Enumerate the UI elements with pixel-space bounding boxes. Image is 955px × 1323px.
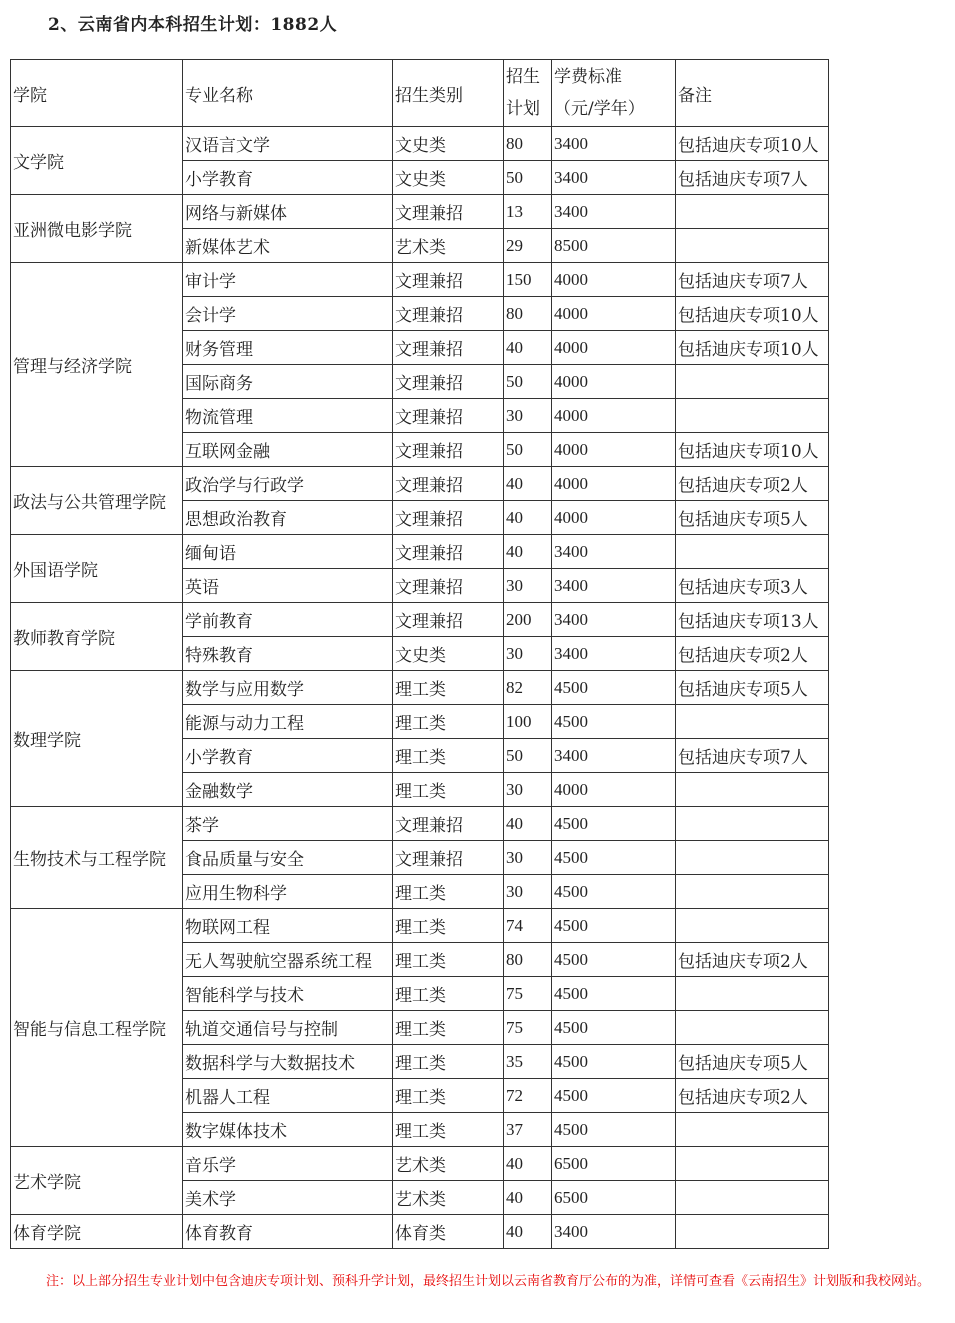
plan-cell: 200 <box>504 603 552 637</box>
category-cell: 理工类 <box>393 671 504 705</box>
major-cell: 数据科学与大数据技术 <box>183 1045 393 1079</box>
plan-cell: 50 <box>504 433 552 467</box>
plan-cell: 40 <box>504 467 552 501</box>
remark-cell: 包括迪庆专项5人 <box>676 501 829 535</box>
category-cell: 文理兼招 <box>393 535 504 569</box>
category-cell: 文理兼招 <box>393 841 504 875</box>
table-body <box>11 60 829 1249</box>
header-college: 学院 <box>11 60 183 127</box>
plan-cell: 72 <box>504 1079 552 1113</box>
plan-cell: 80 <box>504 943 552 977</box>
category-cell: 理工类 <box>393 943 504 977</box>
remark-cell <box>676 1011 829 1045</box>
fee-cell: 4500 <box>552 1045 676 1079</box>
category-cell: 文理兼招 <box>393 297 504 331</box>
major-cell: 无人驾驶航空器系统工程 <box>183 943 393 977</box>
major-cell: 体育教育 <box>183 1215 393 1249</box>
fee-cell: 4500 <box>552 1113 676 1147</box>
fee-cell: 4500 <box>552 875 676 909</box>
category-cell: 理工类 <box>393 1079 504 1113</box>
table-row <box>11 1147 829 1181</box>
major-cell: 轨道交通信号与控制 <box>183 1011 393 1045</box>
major-cell: 国际商务 <box>183 365 393 399</box>
remark-cell <box>676 807 829 841</box>
category-cell: 理工类 <box>393 977 504 1011</box>
table-row <box>11 671 829 705</box>
major-cell: 数字媒体技术 <box>183 1113 393 1147</box>
college-cell: 智能与信息工程学院 <box>11 909 183 1147</box>
fee-cell: 3400 <box>552 739 676 773</box>
category-cell: 艺术类 <box>393 229 504 263</box>
fee-cell: 3400 <box>552 195 676 229</box>
plan-cell: 29 <box>504 229 552 263</box>
header-fee <box>552 60 676 127</box>
plan-cell: 40 <box>504 1147 552 1181</box>
major-cell: 茶学 <box>183 807 393 841</box>
fee-cell: 4500 <box>552 909 676 943</box>
fee-cell: 4500 <box>552 705 676 739</box>
plan-cell: 30 <box>504 637 552 671</box>
fee-cell: 3400 <box>552 603 676 637</box>
major-cell: 学前教育 <box>183 603 393 637</box>
major-cell: 网络与新媒体 <box>183 195 393 229</box>
plan-cell: 40 <box>504 1181 552 1215</box>
plan-cell: 35 <box>504 1045 552 1079</box>
category-cell: 理工类 <box>393 1011 504 1045</box>
plan-cell: 40 <box>504 535 552 569</box>
category-cell: 理工类 <box>393 739 504 773</box>
category-cell: 文理兼招 <box>393 433 504 467</box>
fee-cell: 3400 <box>552 569 676 603</box>
plan-cell: 74 <box>504 909 552 943</box>
table-row <box>11 535 829 569</box>
plan-cell: 80 <box>504 297 552 331</box>
category-cell: 文理兼招 <box>393 569 504 603</box>
page-title: 2、云南省内本科招生计划：1882人 <box>48 15 338 35</box>
fee-cell: 3400 <box>552 637 676 671</box>
college-cell: 艺术学院 <box>11 1147 183 1215</box>
table-row <box>11 467 829 501</box>
major-cell: 小学教育 <box>183 161 393 195</box>
header-major: 专业名称 <box>183 60 393 127</box>
category-cell: 文理兼招 <box>393 501 504 535</box>
college-cell: 生物技术与工程学院 <box>11 807 183 909</box>
fee-cell: 3400 <box>552 535 676 569</box>
major-cell: 财务管理 <box>183 331 393 365</box>
table-row <box>11 1215 829 1249</box>
fee-cell: 8500 <box>552 229 676 263</box>
remark-cell: 包括迪庆专项5人 <box>676 671 829 705</box>
plan-cell: 40 <box>504 501 552 535</box>
category-cell: 文理兼招 <box>393 807 504 841</box>
major-cell: 食品质量与安全 <box>183 841 393 875</box>
plan-cell: 150 <box>504 263 552 297</box>
header-category: 招生类别 <box>393 60 504 127</box>
major-cell: 能源与动力工程 <box>183 705 393 739</box>
category-cell: 艺术类 <box>393 1147 504 1181</box>
major-cell: 英语 <box>183 569 393 603</box>
plan-cell: 30 <box>504 569 552 603</box>
major-cell: 美术学 <box>183 1181 393 1215</box>
plan-cell: 13 <box>504 195 552 229</box>
category-cell: 体育类 <box>393 1215 504 1249</box>
college-cell: 亚洲微电影学院 <box>11 195 183 263</box>
remark-cell <box>676 399 829 433</box>
major-cell: 汉语言文学 <box>183 127 393 161</box>
remark-cell <box>676 535 829 569</box>
remark-cell: 包括迪庆专项2人 <box>676 1079 829 1113</box>
plan-cell: 50 <box>504 365 552 399</box>
remark-cell: 包括迪庆专项3人 <box>676 569 829 603</box>
remark-cell <box>676 1113 829 1147</box>
fee-cell: 3400 <box>552 161 676 195</box>
plan-cell: 40 <box>504 331 552 365</box>
college-cell: 文学院 <box>11 127 183 195</box>
remark-cell <box>676 875 829 909</box>
major-cell: 特殊教育 <box>183 637 393 671</box>
category-cell: 文理兼招 <box>393 365 504 399</box>
remark-cell: 包括迪庆专项7人 <box>676 739 829 773</box>
remark-cell: 包括迪庆专项7人 <box>676 161 829 195</box>
remark-cell <box>676 773 829 807</box>
remark-cell <box>676 195 829 229</box>
fee-cell: 4500 <box>552 671 676 705</box>
major-cell: 机器人工程 <box>183 1079 393 1113</box>
fee-cell: 4000 <box>552 365 676 399</box>
remark-cell: 包括迪庆专项10人 <box>676 433 829 467</box>
table-row <box>11 909 829 943</box>
header-fee-line2: （元/学年） <box>554 99 645 119</box>
college-cell: 教师教育学院 <box>11 603 183 671</box>
category-cell: 理工类 <box>393 909 504 943</box>
remark-cell <box>676 365 829 399</box>
plan-cell: 75 <box>504 1011 552 1045</box>
table-row <box>11 195 829 229</box>
header-plan <box>504 60 552 127</box>
category-cell: 理工类 <box>393 875 504 909</box>
fee-cell: 4000 <box>552 467 676 501</box>
remark-cell: 包括迪庆专项10人 <box>676 127 829 161</box>
category-cell: 理工类 <box>393 1045 504 1079</box>
fee-cell: 6500 <box>552 1181 676 1215</box>
major-cell: 会计学 <box>183 297 393 331</box>
table-row <box>11 263 829 297</box>
remark-cell: 包括迪庆专项2人 <box>676 467 829 501</box>
major-cell: 政治学与行政学 <box>183 467 393 501</box>
remark-cell <box>676 705 829 739</box>
fee-cell: 4000 <box>552 297 676 331</box>
major-cell: 互联网金融 <box>183 433 393 467</box>
fee-cell: 4500 <box>552 943 676 977</box>
remark-cell <box>676 229 829 263</box>
plan-cell: 30 <box>504 875 552 909</box>
plan-cell: 40 <box>504 1215 552 1249</box>
major-cell: 金融数学 <box>183 773 393 807</box>
plan-cell: 30 <box>504 399 552 433</box>
plan-cell: 50 <box>504 739 552 773</box>
plan-cell: 40 <box>504 807 552 841</box>
category-cell: 文理兼招 <box>393 195 504 229</box>
remark-cell: 包括迪庆专项7人 <box>676 263 829 297</box>
fee-cell: 4500 <box>552 1079 676 1113</box>
major-cell: 智能科学与技术 <box>183 977 393 1011</box>
college-cell: 管理与经济学院 <box>11 263 183 467</box>
remark-cell <box>676 841 829 875</box>
category-cell: 文理兼招 <box>393 263 504 297</box>
major-cell: 审计学 <box>183 263 393 297</box>
remark-cell: 包括迪庆专项10人 <box>676 331 829 365</box>
plan-cell: 30 <box>504 841 552 875</box>
major-cell: 思想政治教育 <box>183 501 393 535</box>
remark-cell: 包括迪庆专项10人 <box>676 297 829 331</box>
plan-cell: 100 <box>504 705 552 739</box>
plan-cell: 82 <box>504 671 552 705</box>
remark-cell <box>676 1147 829 1181</box>
fee-cell: 4500 <box>552 841 676 875</box>
fee-cell: 4000 <box>552 773 676 807</box>
fee-cell: 4000 <box>552 399 676 433</box>
table-row <box>11 127 829 161</box>
table-row <box>11 807 829 841</box>
remark-cell: 包括迪庆专项5人 <box>676 1045 829 1079</box>
major-cell: 小学教育 <box>183 739 393 773</box>
category-cell: 理工类 <box>393 773 504 807</box>
category-cell: 文理兼招 <box>393 603 504 637</box>
table-row <box>11 603 829 637</box>
fee-cell: 4500 <box>552 977 676 1011</box>
fee-cell: 4500 <box>552 1011 676 1045</box>
college-cell: 体育学院 <box>11 1215 183 1249</box>
major-cell: 应用生物科学 <box>183 875 393 909</box>
remark-cell <box>676 1181 829 1215</box>
category-cell: 文理兼招 <box>393 399 504 433</box>
major-cell: 缅甸语 <box>183 535 393 569</box>
category-cell: 理工类 <box>393 1113 504 1147</box>
college-cell: 政法与公共管理学院 <box>11 467 183 535</box>
category-cell: 文理兼招 <box>393 467 504 501</box>
remark-cell: 包括迪庆专项2人 <box>676 943 829 977</box>
category-cell: 文史类 <box>393 161 504 195</box>
header-fee-line1: 学费标准 <box>554 67 622 87</box>
major-cell: 音乐学 <box>183 1147 393 1181</box>
header-plan-line1: 招生 <box>506 67 540 87</box>
plan-cell: 50 <box>504 161 552 195</box>
category-cell: 文理兼招 <box>393 331 504 365</box>
college-cell: 数理学院 <box>11 671 183 807</box>
fee-cell: 4000 <box>552 331 676 365</box>
plan-cell: 37 <box>504 1113 552 1147</box>
fee-cell: 3400 <box>552 127 676 161</box>
category-cell: 文史类 <box>393 637 504 671</box>
fee-cell: 4000 <box>552 433 676 467</box>
remark-cell <box>676 977 829 1011</box>
plan-cell: 80 <box>504 127 552 161</box>
remark-cell <box>676 1215 829 1249</box>
category-cell: 理工类 <box>393 705 504 739</box>
fee-cell: 3400 <box>552 1215 676 1249</box>
major-cell: 新媒体艺术 <box>183 229 393 263</box>
fee-cell: 4000 <box>552 501 676 535</box>
category-cell: 艺术类 <box>393 1181 504 1215</box>
major-cell: 数学与应用数学 <box>183 671 393 705</box>
table-header-row <box>11 60 829 127</box>
fee-cell: 6500 <box>552 1147 676 1181</box>
footnote: 注：以上部分招生专业计划中包含迪庆专项计划、预科升学计划，最终招生计划以云南省教育厅公布的为准，详情可查看《云南招生》计划版和我校网站。 <box>46 1274 931 1289</box>
remark-cell: 包括迪庆专项2人 <box>676 637 829 671</box>
remark-cell <box>676 909 829 943</box>
major-cell: 物流管理 <box>183 399 393 433</box>
plan-cell: 30 <box>504 773 552 807</box>
college-cell: 外国语学院 <box>11 535 183 603</box>
remark-cell: 包括迪庆专项13人 <box>676 603 829 637</box>
category-cell: 文史类 <box>393 127 504 161</box>
header-plan-line2: 计划 <box>506 99 540 119</box>
enrollment-plan-table <box>10 59 829 1249</box>
fee-cell: 4000 <box>552 263 676 297</box>
fee-cell: 4500 <box>552 807 676 841</box>
major-cell: 物联网工程 <box>183 909 393 943</box>
plan-cell: 75 <box>504 977 552 1011</box>
header-remark: 备注 <box>676 60 829 127</box>
